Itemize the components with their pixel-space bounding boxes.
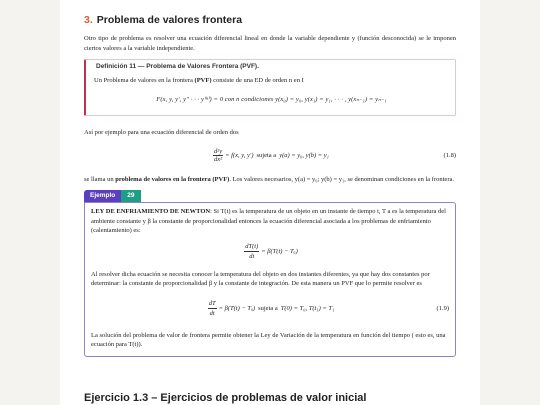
eqA-numerator: dT(t): [244, 242, 259, 253]
example-box: [84, 202, 456, 357]
definition-text-end: consiste de una ED de orden n en I: [211, 77, 304, 84]
eqA-fraction: [244, 242, 259, 262]
after-equation-paragraph: [84, 175, 456, 185]
section-number: 3.: [84, 14, 93, 26]
example-equation-a: [91, 242, 449, 262]
eq18-rhs: = f(x, y, y′): [225, 151, 254, 159]
equation-1-9: [91, 299, 449, 319]
after-eq-bold: problema de valores en la frontera (PVF): [115, 175, 230, 183]
eqB-fraction: [208, 299, 217, 319]
eq18-denominator: dx²: [214, 155, 223, 163]
definition-text-start: Un Problema de valores en la frontera: [94, 77, 195, 84]
eqA-denominator: dt: [249, 253, 255, 260]
eq18-fraction: [213, 148, 223, 163]
eq18-sujeta: sujeta a: [256, 151, 277, 159]
example-badges: [84, 190, 456, 202]
example-label-badge: Ejemplo: [84, 190, 121, 202]
eqA-rhs: = β(T(t) − Tₐ): [261, 247, 298, 255]
definition-body: [94, 76, 449, 85]
example-p1-rest: : Si T(t) es la temperatura de un objeto en un instante de tiempo t, T a es la temperatura del ambiente constante y β la constante de proporcionalidad entonces la ecuación diferencial asociada a los problemas de enfriamiento (calentamiento) es:: [91, 208, 446, 234]
definition-title: Definición 11 — Problema de Valores Frontera (PVF).: [92, 63, 263, 70]
next-section-heading: Ejercicio 1.3 – Ejercicios de problemas de valor inicial: [84, 392, 367, 404]
eqB-sujeta: sujeta a: [258, 304, 278, 312]
eqB-rhs: = β(T(t) − Tₐ): [218, 304, 256, 312]
after-eq-start: se llama un: [84, 175, 116, 183]
example-number-badge: 29: [121, 190, 140, 202]
equation-1-8: [84, 148, 456, 163]
eqB-conditions: T(0) = T₀, T(t₁) = T₁: [280, 304, 335, 312]
definition-box: [84, 59, 456, 116]
example-paragraph-1: [91, 207, 449, 236]
eq18-tag: (1.8): [443, 151, 456, 159]
eq18-numerator: d²y: [214, 147, 223, 155]
section-title-text: Problema de valores frontera: [96, 14, 243, 26]
intro-paragraph: Otro tipo de problema es resolver una ecuación diferencial lineal en donde la variable dependiente y (función desconocida) se le imponen ciertos valores a la variable independiente.: [84, 35, 456, 52]
example-law-name: LEY DE ENFRIAMIENTO DE NEWTON: [91, 208, 211, 215]
document-page: [60, 0, 480, 405]
example-paragraph-3: La solución del problema de valor de frontera permite obtener la Ley de Variación de la temperatura en función del tiempo ( esto es, una ecuación para T(t)).: [91, 331, 446, 348]
section-title: [84, 14, 456, 26]
after-eq-end: . Los valores necesarios, y(a) = y₀; y(b) = y₁, se denominan condiciones en la frontera.: [229, 175, 454, 183]
eq18-conditions: y(a) = y₀, y(b) = y₁: [279, 151, 329, 159]
definition-text-bold: (PVF): [194, 77, 212, 84]
example-paragraph-2: Al resolver dicha ecuación se necesita conocer la temperatura del objeto en dos instantes diferentes, ya que hay dos constantes por determinar: la constante de proporcionalidad β y la constante de integración. De esta manera un PVF que lo permite resolver es: [91, 270, 430, 287]
eqB-tag: (1.9): [436, 304, 449, 312]
eqB-numerator: dT: [208, 299, 217, 310]
example-intro-paragraph: Así por ejemplo para una ecuación diferencial de orden dos: [84, 129, 239, 136]
eqB-denominator: dt: [209, 310, 215, 317]
definition-formula: F(x, y, y′, y″ · · · y⁽ⁿ⁾) = 0 con n condiciones y(x₀) = y₀, y(x₁) = y₁, · · · , y(xₙ₋₁) = yₙ₋₁: [156, 96, 387, 103]
